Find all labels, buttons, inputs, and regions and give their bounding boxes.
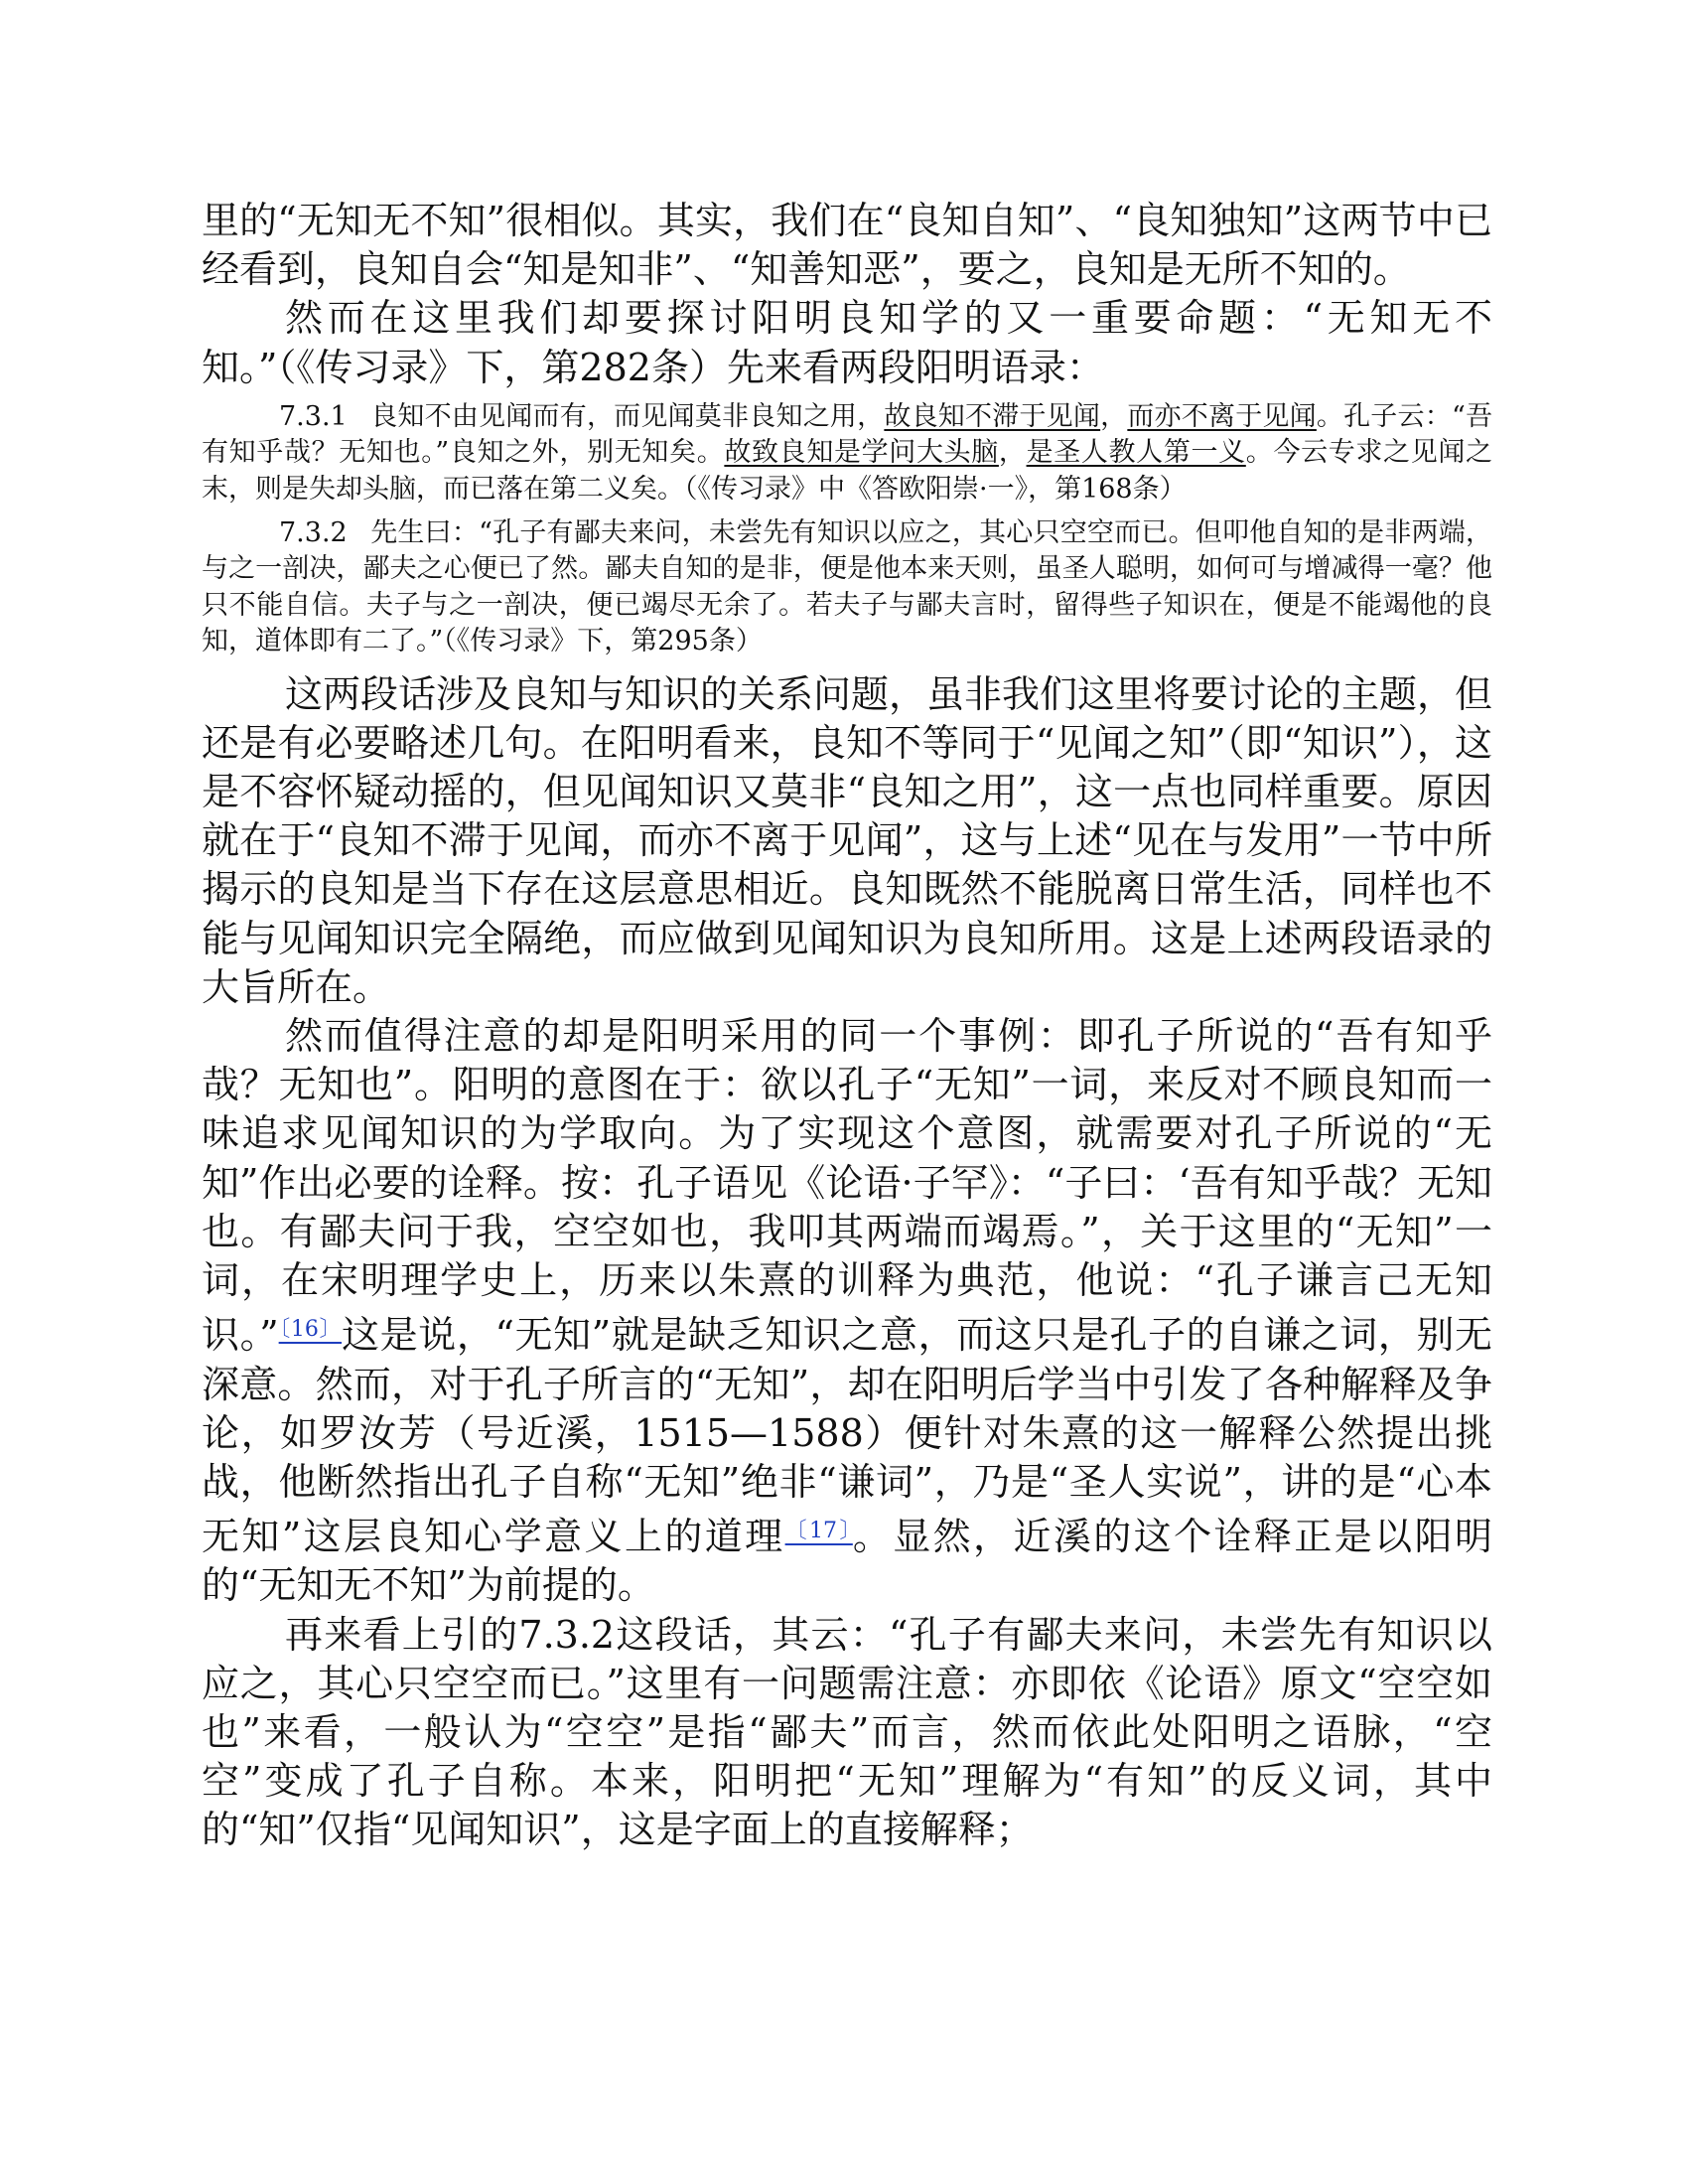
quote-7-3-2 [202,515,1492,660]
quote-text: ， [1100,400,1128,432]
document-page [202,197,1492,1855]
underlined-phrase: 是圣人教人第一义 [1026,437,1246,469]
footnote-link-17[interactable]: 〔17〕 [784,1519,853,1544]
quote-text: 良知不由见闻而有，而见闻莫非良知之用， [370,400,885,432]
quote-text: 先生曰：“孔子有鄙夫来问，未尝先有知识以应之，其心只空空而已。但叩他自知的是非两端，与之一剖决，鄙夫之心便已了然。鄙夫自知的是非，便是他本来天则，虽圣人聪明，如何可与增减得一毫？他只不能自信。夫子与之一剖决，便已竭尽无余了。若夫子与鄙夫言时，留得些子知识在，便是不能竭他的良知，道体即有二了。”（《传习录》下，第295条） [202,517,1492,657]
footnote-link-16[interactable]: 〔16〕 [278,1317,343,1343]
underlined-phrase: 故良知不滞于见闻 [884,400,1101,432]
quote-text: 。孔子云：“吾有知乎哉？无知也。”良知之外，别无知矣。 [202,400,1492,469]
paragraph-4: 这两段话涉及良知与知识的关系问题，虽非我们这里将要讨论的主题，但还是有必要略述几句。在阳明看来，良知不等同于“见闻之知”（即“知识”），这是不容怀疑动摇的，但见闻知识又莫非“良知之用”，这一点也同样重要。原因就在于“良知不滞于见闻，而亦不离于见闻”，这与上述“见在与发用”一节中所揭示的良知是当下存在这层意思相近。良知既然不能脱离日常生活，同样也不能与见闻知识完全隔绝，而应做到见闻知识为良知所用。这是上述两段语录的大旨所在。 [202,671,1493,1009]
quote-text: 。今云专求之见闻之末，则是失却头脑，而已落在第二义矣。（《传习录》中《答欧阳崇·一》，第168条） [202,437,1493,505]
paragraph-1: 里的“无知无不知”很相似。其实，我们在“良知自知”、“良知独知”这两节中已经看到，良知自会“知是知非”、“知善知恶”，要之，良知是无所不知的。 [202,199,1492,292]
quote-7-3-1 [202,399,1492,508]
quote-number: 7.3.1 [279,400,348,432]
underlined-phrase: 故致良知是学问大头脑 [724,437,999,469]
paragraph-5 [202,1012,1492,1610]
underlined-phrase: 而亦不离于见闻 [1127,400,1317,432]
paragraph-6: 再来看上引的7.3.2这段话，其云：“孔子有鄙夫来问，未尝先有知识以应之，其心只空空而已。”这里有一问题需注意：亦即依《论语》原文“空空如也”来看，一般认为“空空”是指“鄙夫”而言，然而依此处阳明之语脉，“空空”变成了孔子自称。本来，阳明把“无知”理解为“有知”的反义词，其中的“知”仅指“见闻知识”，这是字面上的直接解释； [202,1612,1492,1852]
paragraph-text: 这是说，“无知”就是缺乏知识之意，而这只是孔子的自谦之词，别无深意。然而，对于孔子所言的“无知”，却在阳明后学当中引发了各种解释及争论，如罗汝芳（号近溪，1515—1588）便针对朱熹的这一解释公然提出挑战，他断然指出孔子自称“无知”绝非“谦词”，乃是“圣人实说”，讲的是“心本无知”这层良知心学意义上的道理 [202,1313,1492,1559]
paragraph-2: 然而在这里我们却要探讨阳明良知学的又一重要命题：“无知无不知。”（《传习录》下，第282条）先来看两段阳明语录： [202,296,1492,389]
paragraph-text: 。显然，近溪的这个诠释正是以阳明的“无知无不知”为前提的。 [202,1515,1492,1608]
quote-number: 7.3.2 [279,517,348,549]
quote-text: ， [998,437,1027,469]
paragraph-text: 然而值得注意的却是阳明采用的同一个事例：即孔子所说的“吾有知乎哉？无知也”。阳明的意图在于：欲以孔子“无知”一词，来反对不顾良知而一味追求见闻知识的为学取向。为了实现这个意图，就需要对孔子所说的“无知”作出必要的诠释。按：孔子语见《论语·子罕》：“子曰：‘吾有知乎哉？无知也。有鄙夫问于我，空空如也，我叩其两端而竭焉。”，关于这里的“无知”一词，在宋明理学史上，历来以朱熹的训释为典范，他说：“孔子谦言己无知识。” [202,1014,1492,1358]
